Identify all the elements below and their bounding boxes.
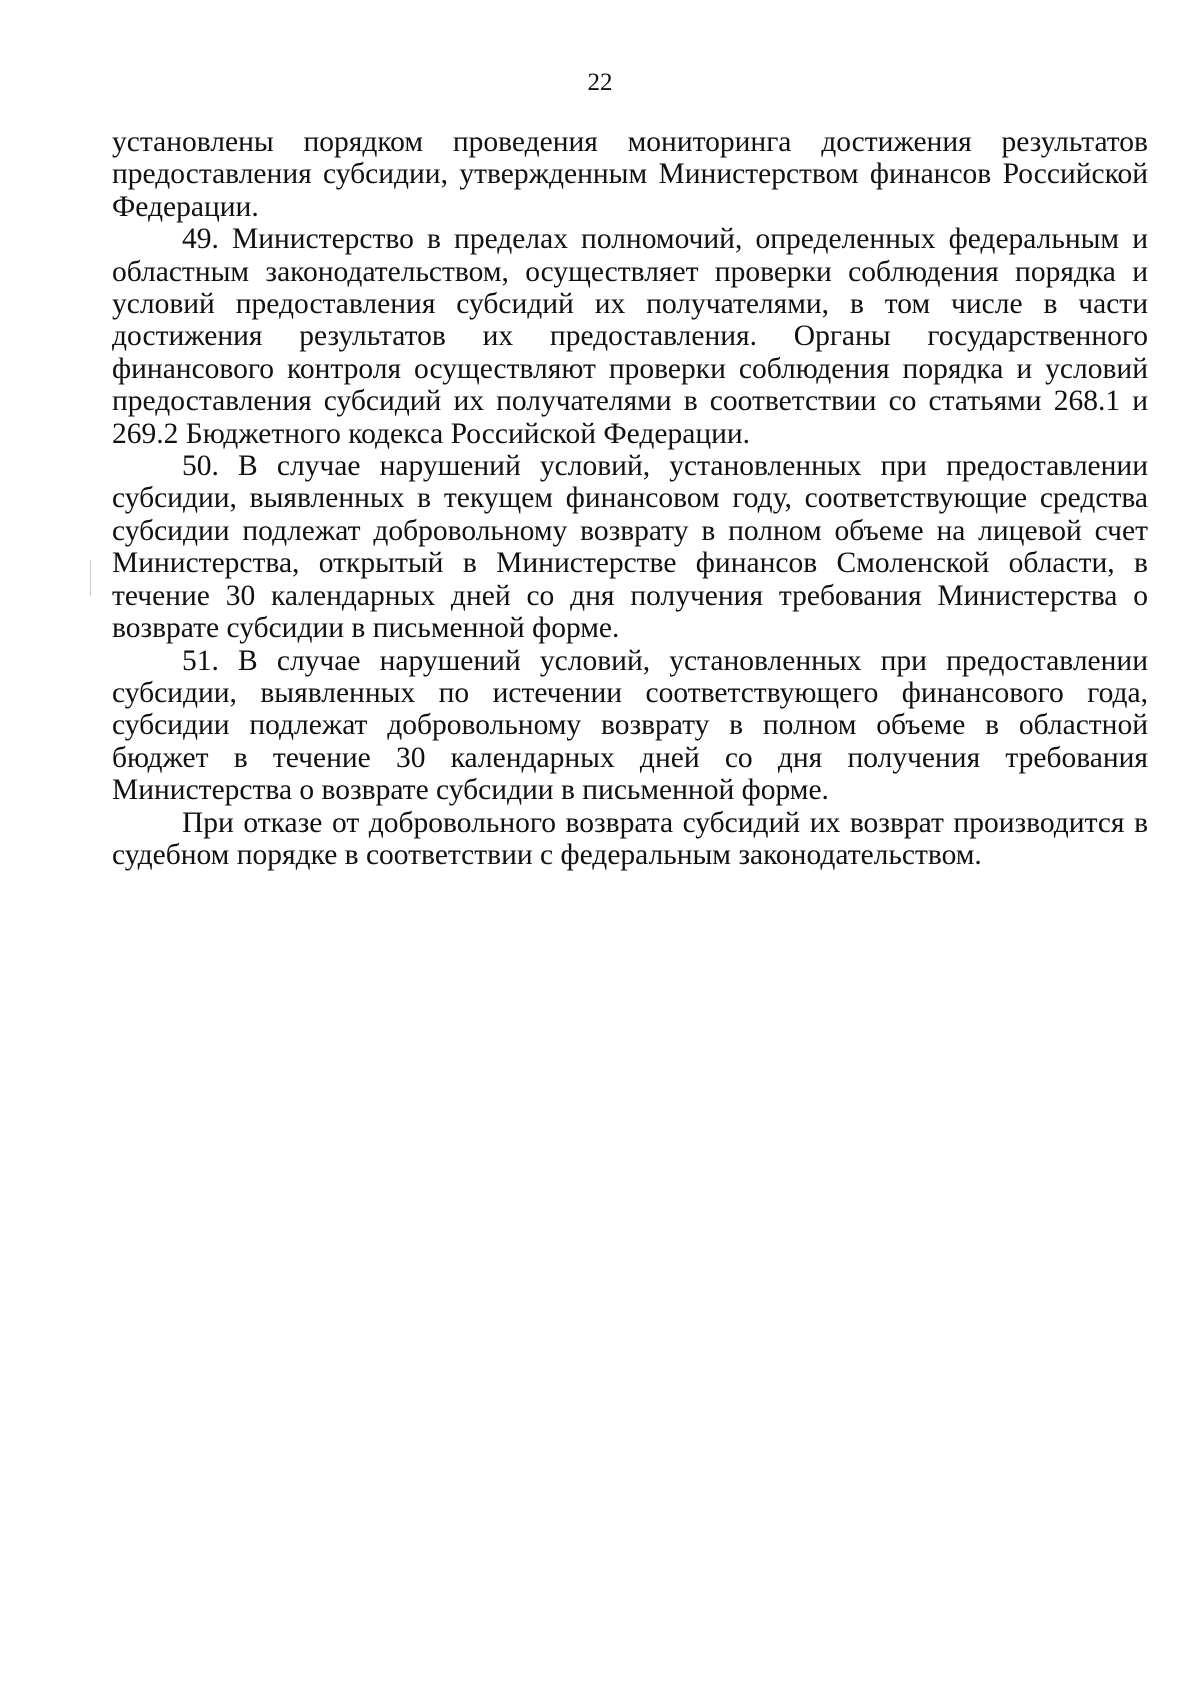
paragraph-continuation: установлены порядком проведения мониторинга достижения результатов предоставления субсидии, утвержденным Министерством финансов Российской Федерации. [112, 126, 1148, 223]
page-number: 22 [587, 69, 613, 96]
paragraph-51: 51. В случае нарушений условий, установленных при предоставлении субсидии, выявленных по истечении соответствующего финансового года, субсидии подлежат добровольному возврату в полном объеме в областной бюджет в течение 30 календарных дней со дня получения требования Министерства о возврате субсидии в письменной форме. [112, 644, 1148, 807]
paragraph-49: 49. Министерство в пределах полномочий, определенных федеральным и областным законодательством, осуществляет проверки соблюдения порядка и условий предоставления субсидий их получателями, в том числе в части достижения результатов их предоставления. Органы государственного финансового контроля осуществляют проверки соблюдения порядка и условий предоставления субсидий их получателями в соответствии со статьями 268.1 и 269.2 Бюджетного кодекса Российской Федерации. [112, 223, 1148, 450]
scan-artifact [90, 560, 91, 596]
document-body [112, 126, 1148, 871]
paragraph-50: 50. В случае нарушений условий, установленных при предоставлении субсидии, выявленных в текущем финансовом году, соответствующие средства субсидии подлежат добровольному возврату в полном объеме на лицевой счет Министерства, открытый в Министерстве финансов Смоленской области, в течение 30 календарных дней со дня получения требования Министерства о возврате субсидии в письменной форме. [112, 450, 1148, 645]
paragraph-refusal: При отказе от добровольного возврата субсидий их возврат производится в судебном порядке в соответствии с федеральным законодательством. [112, 806, 1148, 871]
